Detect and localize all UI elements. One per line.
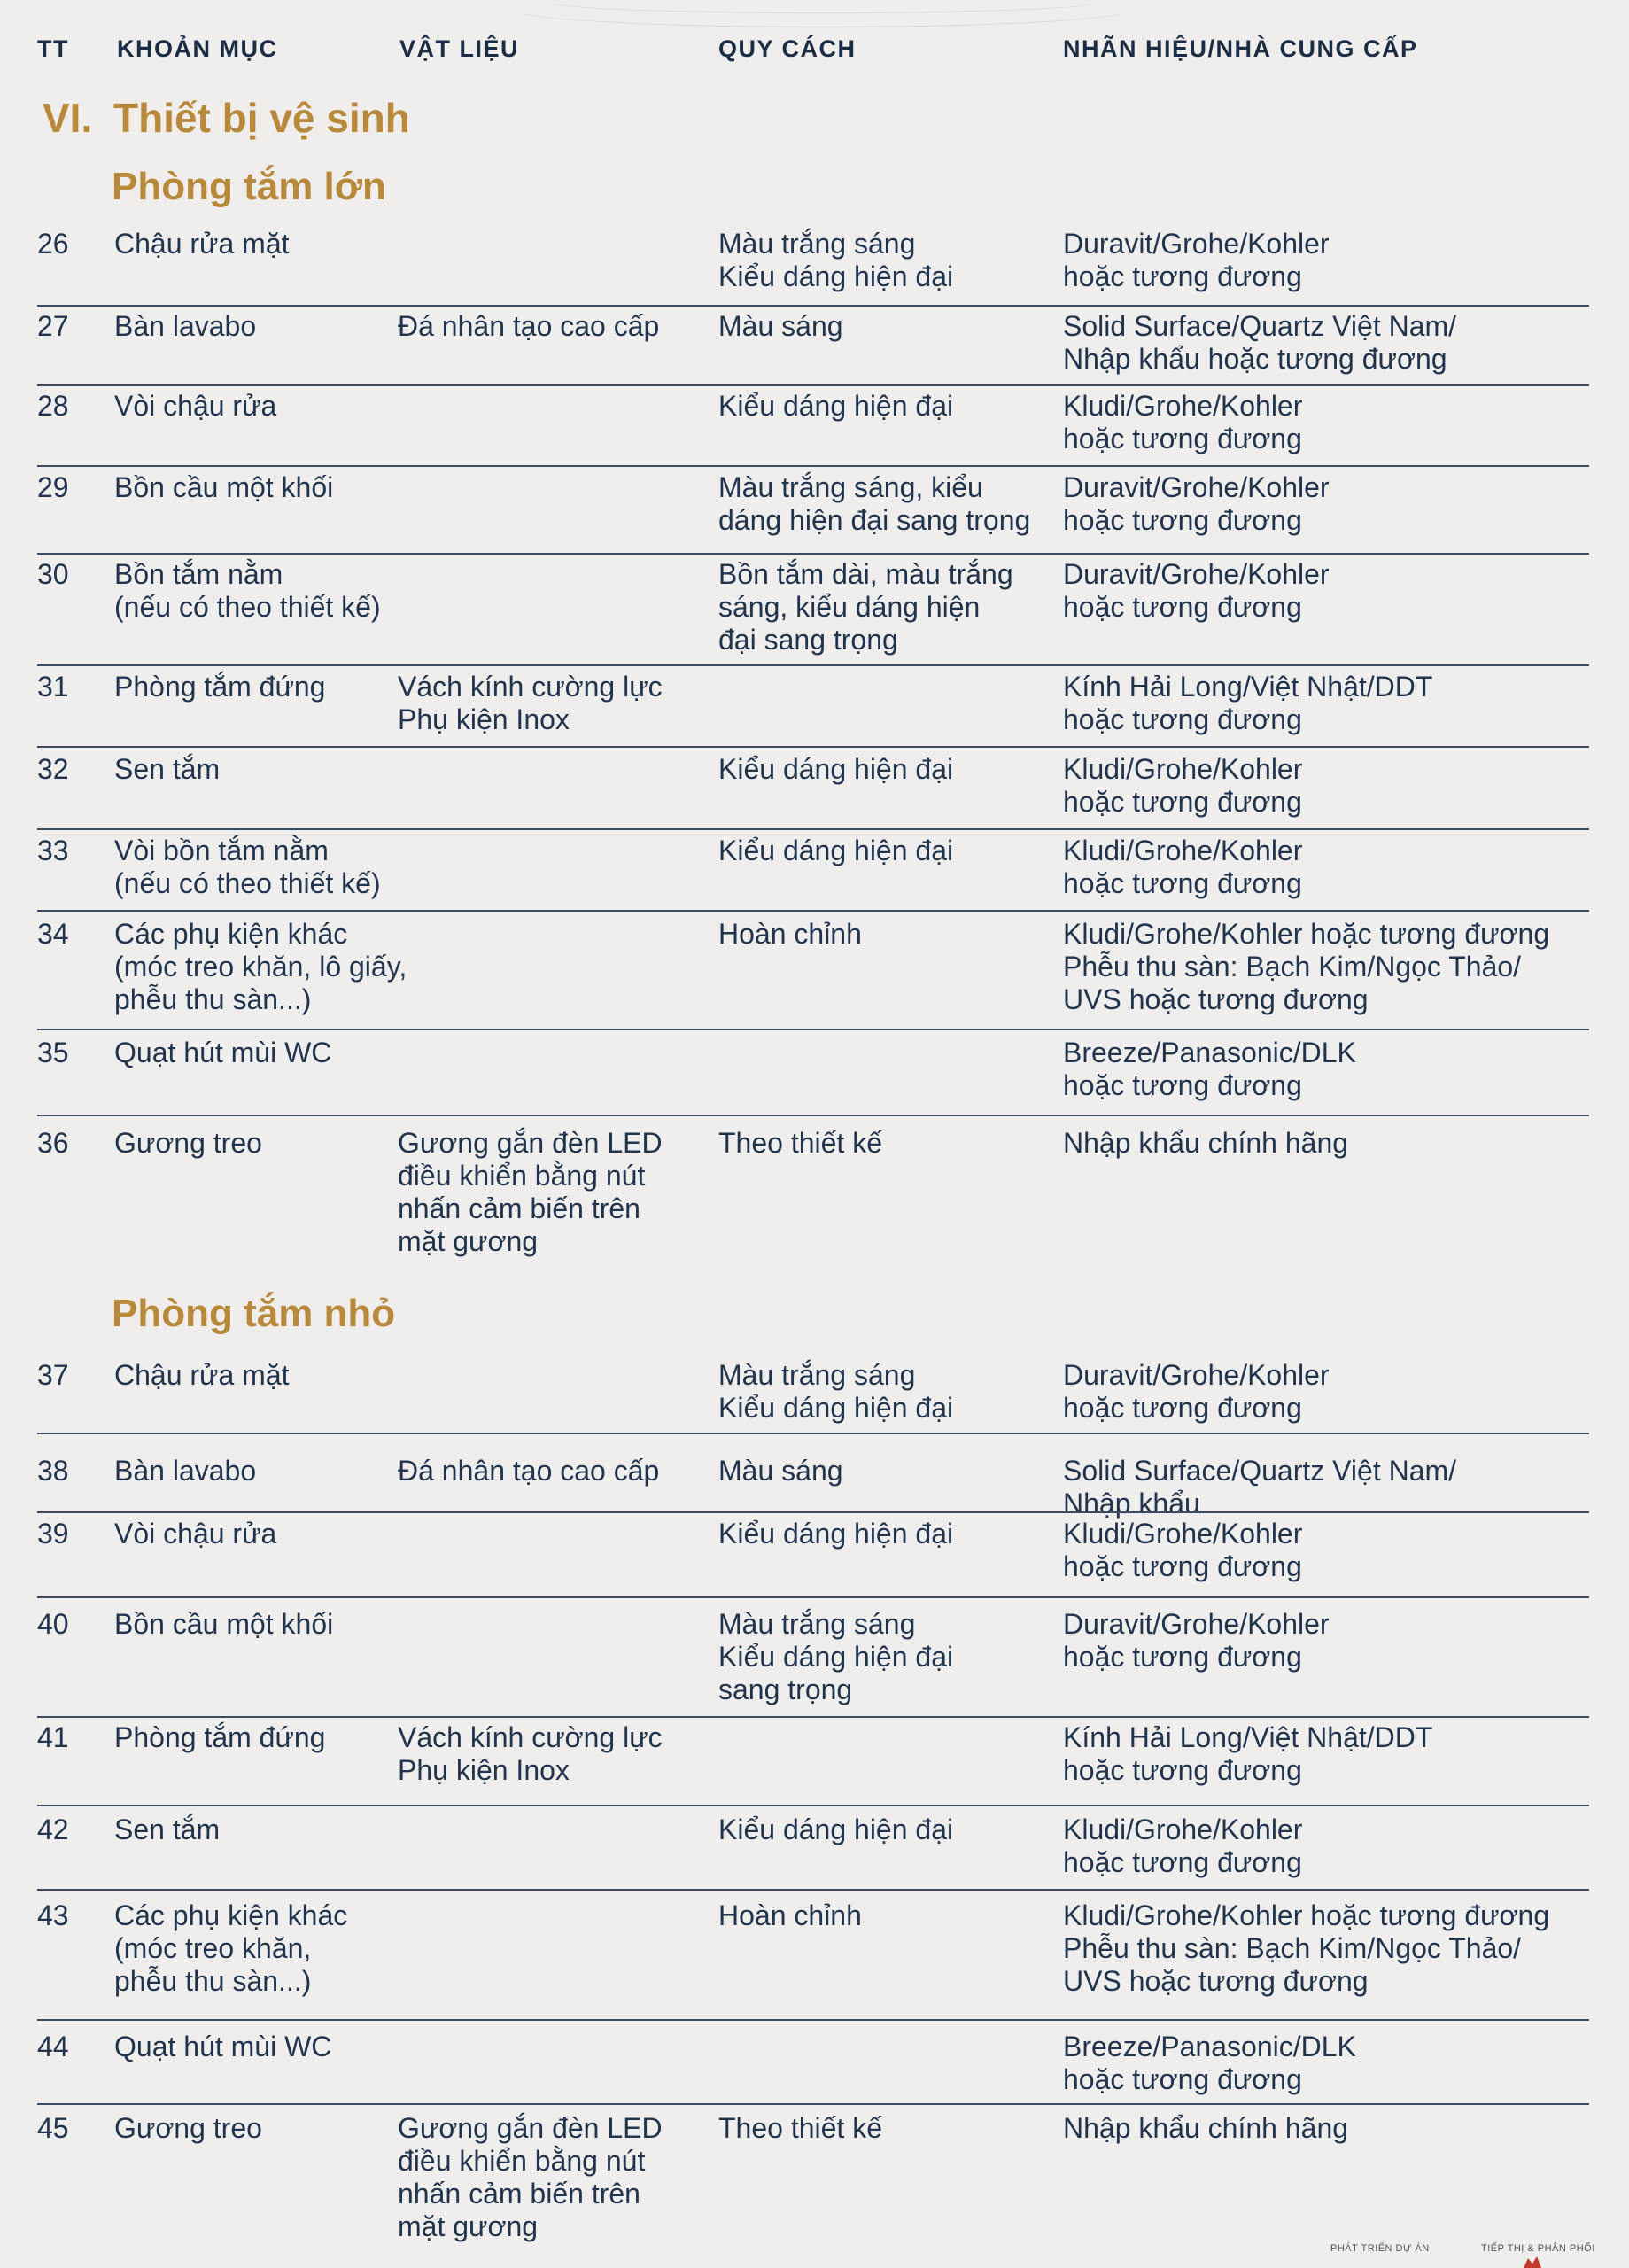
header-material: VẬT LIỆU bbox=[399, 35, 520, 62]
row-divider bbox=[37, 1889, 1589, 1891]
row-divider bbox=[37, 1433, 1589, 1434]
header-brand: NHÃN HIỆU/NHÀ CUNG CẤP bbox=[1063, 35, 1418, 62]
cell-spec: Kiểu dáng hiện đại bbox=[718, 753, 954, 785]
cell-item: Các phụ kiện khác (móc treo khăn, phễu thu sàn...) bbox=[114, 1899, 348, 1997]
cell-spec: Màu trắng sáng Kiểu dáng hiện đại bbox=[718, 228, 954, 292]
cell-brand: Duravit/Grohe/Kohler hoặc tương đương bbox=[1063, 1359, 1330, 1424]
cell-tt: 29 bbox=[37, 471, 69, 503]
cell-spec: Màu sáng bbox=[718, 310, 843, 342]
cell-item: Bồn cầu một khối bbox=[114, 471, 334, 503]
row-divider bbox=[37, 553, 1589, 555]
cell-spec: Màu trắng sáng Kiểu dáng hiện đại bbox=[718, 1359, 954, 1424]
cell-brand: Kludi/Grohe/Kohler hoặc tương đương Phễu thu sàn: Bạch Kim/Ngọc Thảo/ UVS hoặc tương đương bbox=[1063, 1899, 1550, 1997]
table-header bbox=[0, 0, 1629, 106]
cell-item: Sen tắm bbox=[114, 753, 221, 785]
header-item: KHOẢN MỤC bbox=[117, 35, 278, 62]
cell-tt: 45 bbox=[37, 2112, 69, 2144]
row-divider bbox=[37, 828, 1589, 830]
cell-item: Sen tắm bbox=[114, 1814, 221, 1845]
cell-spec: Bồn tắm dài, màu trắng sáng, kiểu dáng hiện đại sang trọng bbox=[718, 558, 1013, 656]
cell-material: Gương gắn đèn LED điều khiển bằng nút nhấn cảm biến trên mặt gương bbox=[398, 1127, 663, 1257]
cell-tt: 33 bbox=[37, 835, 69, 866]
cell-tt: 38 bbox=[37, 1455, 69, 1487]
cell-brand: Kludi/Grohe/Kohler hoặc tương đương bbox=[1063, 390, 1303, 454]
cell-brand: Kludi/Grohe/Kohler hoặc tương đương bbox=[1063, 753, 1303, 818]
cell-item: Quạt hút mùi WC bbox=[114, 2031, 332, 2062]
cell-tt: 28 bbox=[37, 390, 69, 422]
cell-tt: 41 bbox=[37, 1721, 69, 1753]
cell-tt: 27 bbox=[37, 310, 69, 342]
cell-item: Phòng tắm đứng bbox=[114, 671, 326, 703]
cell-material: Đá nhân tạo cao cấp bbox=[398, 1455, 660, 1487]
cell-item: Vòi chậu rửa bbox=[114, 390, 277, 422]
section-title-text: Thiết bị vệ sinh bbox=[113, 95, 410, 141]
cell-spec: Kiểu dáng hiện đại bbox=[718, 835, 954, 866]
row-divider bbox=[37, 1115, 1589, 1116]
cell-spec: Kiểu dáng hiện đại bbox=[718, 1518, 954, 1550]
header-tt: TT bbox=[37, 35, 69, 62]
cell-spec: Kiểu dáng hiện đại bbox=[718, 1814, 954, 1845]
cell-item: Bồn tắm nằm (nếu có theo thiết kế) bbox=[114, 558, 381, 623]
cell-tt: 40 bbox=[37, 1608, 69, 1640]
cell-tt: 32 bbox=[37, 753, 69, 785]
footer-distributor-label: TIẾP THỊ & PHÂN PHỐI bbox=[1481, 2243, 1595, 2254]
cell-tt: 35 bbox=[37, 1037, 69, 1068]
row-divider bbox=[37, 664, 1589, 666]
row-divider bbox=[37, 1511, 1589, 1513]
row-divider bbox=[37, 2019, 1589, 2021]
cell-brand: Nhập khẩu chính hãng bbox=[1063, 1127, 1349, 1159]
cell-item: Bàn lavabo bbox=[114, 1455, 257, 1487]
cell-tt: 34 bbox=[37, 918, 69, 950]
cell-brand: Breeze/Panasonic/DLK hoặc tương đương bbox=[1063, 2031, 1356, 2095]
row-divider bbox=[37, 1716, 1589, 1718]
cell-item: Quạt hút mùi WC bbox=[114, 1037, 332, 1068]
cell-brand: Kính Hải Long/Việt Nhật/DDT hoặc tương đương bbox=[1063, 1721, 1433, 1786]
cell-spec: Màu trắng sáng Kiểu dáng hiện đại sang trọng bbox=[718, 1608, 954, 1705]
section-title bbox=[43, 94, 410, 142]
cell-brand: Nhập khẩu chính hãng bbox=[1063, 2112, 1349, 2144]
cell-tt: 30 bbox=[37, 558, 69, 590]
cell-item: Vòi chậu rửa bbox=[114, 1518, 277, 1550]
cell-item: Chậu rửa mặt bbox=[114, 1359, 290, 1391]
cell-tt: 43 bbox=[37, 1899, 69, 1931]
cell-item: Bồn cầu một khối bbox=[114, 1608, 334, 1640]
cell-item: Các phụ kiện khác (móc treo khăn, lô giấy, phễu thu sàn...) bbox=[114, 918, 407, 1015]
cell-material: Vách kính cường lực Phụ kiện Inox bbox=[398, 1721, 663, 1786]
cell-material: Đá nhân tạo cao cấp bbox=[398, 310, 660, 342]
row-divider bbox=[37, 910, 1589, 912]
cell-material: Vách kính cường lực Phụ kiện Inox bbox=[398, 671, 663, 735]
section-number: VI. bbox=[43, 95, 93, 141]
row-divider bbox=[37, 1596, 1589, 1598]
cell-brand: Solid Surface/Quartz Việt Nam/ Nhập khẩu bbox=[1063, 1455, 1457, 1519]
cell-item: Chậu rửa mặt bbox=[114, 228, 290, 260]
group-title: Phòng tắm nhỏ bbox=[112, 1292, 396, 1335]
cell-spec: Hoàn chỉnh bbox=[718, 918, 862, 950]
row-divider bbox=[37, 746, 1589, 748]
cell-brand: Kính Hải Long/Việt Nhật/DDT hoặc tương đương bbox=[1063, 671, 1433, 735]
cell-brand: Duravit/Grohe/Kohler hoặc tương đương bbox=[1063, 228, 1330, 292]
cell-item: Gương treo bbox=[114, 1127, 262, 1159]
cell-brand: Duravit/Grohe/Kohler hoặc tương đương bbox=[1063, 558, 1330, 623]
cell-brand: Breeze/Panasonic/DLK hoặc tương đương bbox=[1063, 1037, 1356, 1101]
row-divider bbox=[37, 2103, 1589, 2105]
cell-spec: Hoàn chỉnh bbox=[718, 1899, 862, 1931]
header-spec: QUY CÁCH bbox=[718, 35, 857, 62]
row-divider bbox=[37, 1805, 1589, 1806]
cell-tt: 37 bbox=[37, 1359, 69, 1391]
cell-spec: Kiểu dáng hiện đại bbox=[718, 390, 954, 422]
cell-tt: 44 bbox=[37, 2031, 69, 2062]
row-divider bbox=[37, 384, 1589, 386]
cell-brand: Solid Surface/Quartz Việt Nam/ Nhập khẩu hoặc tương đương bbox=[1063, 310, 1457, 375]
cell-item: Bàn lavabo bbox=[114, 310, 257, 342]
group-title: Phòng tắm lớn bbox=[112, 165, 386, 208]
cell-tt: 39 bbox=[37, 1518, 69, 1550]
row-divider bbox=[37, 1029, 1589, 1030]
cell-spec: Theo thiết kế bbox=[718, 1127, 882, 1159]
distributor-logo-icon bbox=[1522, 2256, 1543, 2268]
row-divider bbox=[37, 305, 1589, 307]
cell-material: Gương gắn đèn LED điều khiển bằng nút nhấn cảm biến trên mặt gương bbox=[398, 2112, 663, 2242]
cell-item: Gương treo bbox=[114, 2112, 262, 2144]
cell-tt: 26 bbox=[37, 228, 69, 260]
cell-item: Vòi bồn tắm nằm (nếu có theo thiết kế) bbox=[114, 835, 381, 899]
cell-spec: Màu sáng bbox=[718, 1455, 843, 1487]
cell-brand: Kludi/Grohe/Kohler hoặc tương đương bbox=[1063, 1518, 1303, 1582]
cell-brand: Kludi/Grohe/Kohler hoặc tương đương bbox=[1063, 1814, 1303, 1878]
row-divider bbox=[37, 465, 1589, 467]
cell-brand: Duravit/Grohe/Kohler hoặc tương đương bbox=[1063, 1608, 1330, 1673]
cell-item: Phòng tắm đứng bbox=[114, 1721, 326, 1753]
cell-tt: 31 bbox=[37, 671, 69, 703]
cell-brand: Kludi/Grohe/Kohler hoặc tương đương bbox=[1063, 835, 1303, 899]
cell-spec: Màu trắng sáng, kiểu dáng hiện đại sang trọng bbox=[718, 471, 1031, 536]
cell-brand: Kludi/Grohe/Kohler hoặc tương đương Phễu thu sàn: Bạch Kim/Ngọc Thảo/ UVS hoặc tương đương bbox=[1063, 918, 1550, 1015]
cell-spec: Theo thiết kế bbox=[718, 2112, 882, 2144]
cell-brand: Duravit/Grohe/Kohler hoặc tương đương bbox=[1063, 471, 1330, 536]
cell-tt: 42 bbox=[37, 1814, 69, 1845]
cell-tt: 36 bbox=[37, 1127, 69, 1159]
footer-developer-label: PHÁT TRIỂN DỰ ÁN bbox=[1330, 2243, 1430, 2254]
